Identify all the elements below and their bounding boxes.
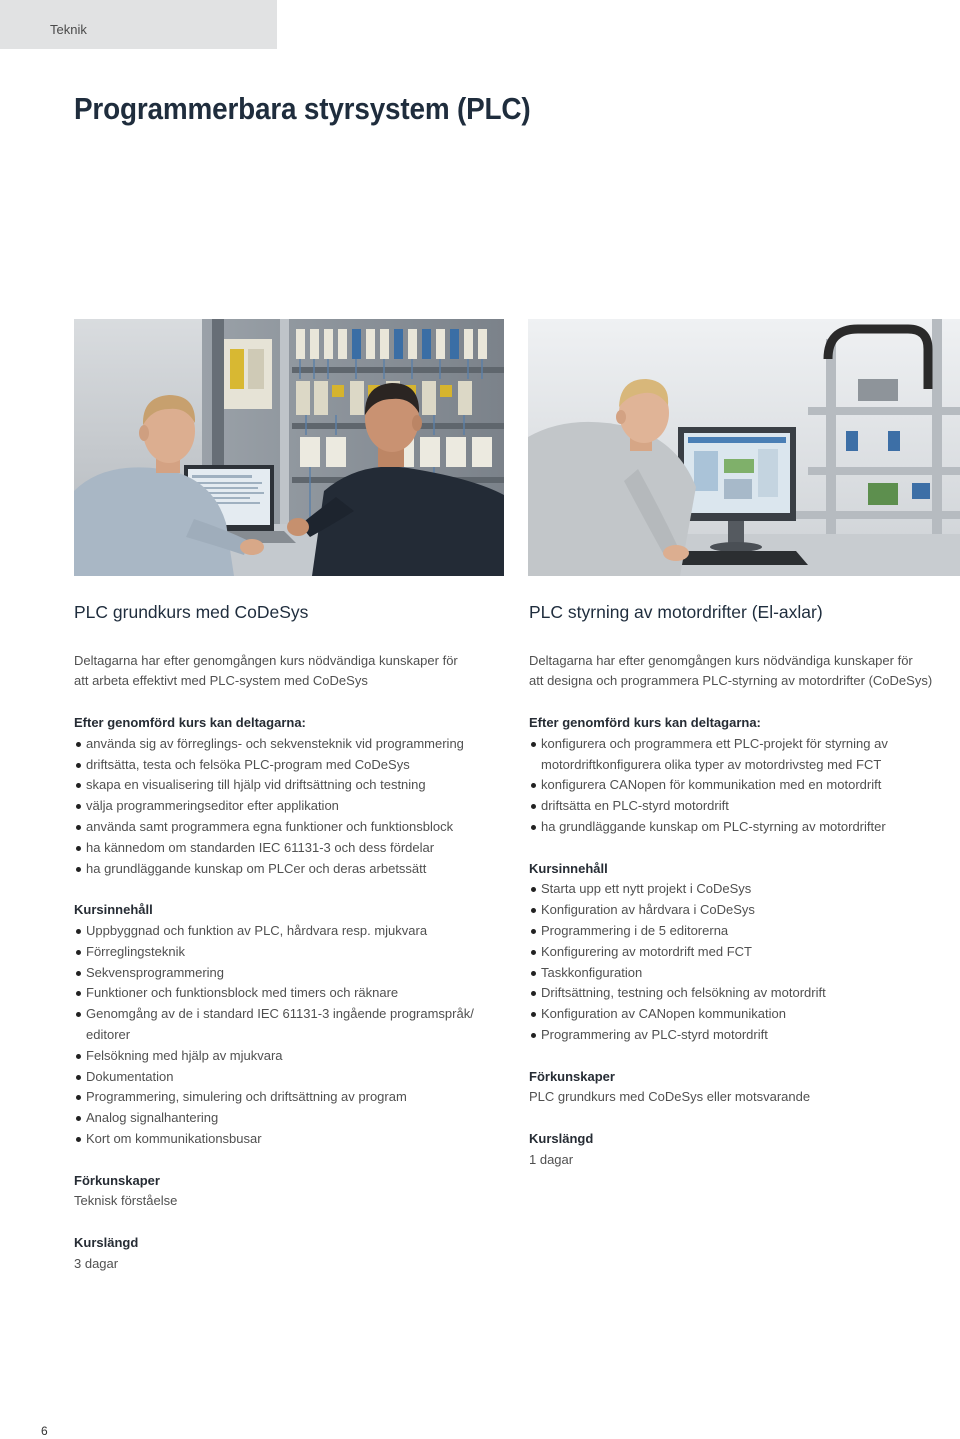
course-intro [529, 651, 956, 693]
section-tab-label: Teknik [50, 22, 87, 37]
outcome-item: skapa en visualisering till hjälp vid driftsättning och testning [74, 775, 504, 796]
photo-left [74, 319, 504, 576]
content-item: Programmering, simulering och driftsättning av program [74, 1087, 504, 1108]
content-item: Analog signalhantering [74, 1108, 504, 1129]
photo-left-image [74, 319, 504, 576]
content-item: Felsökning med hjälp av mjukvara [74, 1046, 504, 1067]
prerequisites-label: Förkunskaper [529, 1068, 615, 1084]
duration-text: 1 dagar [529, 1151, 574, 1167]
photo-right [528, 319, 960, 576]
outcomes-list [529, 734, 956, 838]
content-label: Kursinnehåll [529, 860, 608, 876]
duration-section [529, 1129, 956, 1171]
outcome-item: använda sig av förreglings- och sekvensteknik vid programmering [74, 734, 504, 755]
course-heading: PLC grundkurs med CoDeSys [74, 602, 309, 622]
content-item: Taskkonfiguration [529, 963, 956, 984]
course-column-left [74, 600, 504, 1295]
content-item: Dokumentation [74, 1067, 504, 1088]
outcomes-section [529, 713, 956, 838]
photo-right-image [528, 319, 960, 576]
content-label: Kursinnehåll [74, 902, 153, 918]
outcomes-label: Efter genomförd kurs kan deltagarna: [74, 714, 306, 730]
duration-section [74, 1233, 504, 1275]
content-item: Kort om kommunikationsbusar [74, 1129, 504, 1150]
outcome-item: driftsätta, testa och felsöka PLC-program med CoDeSys [74, 755, 504, 776]
outcomes-list [74, 734, 504, 880]
course-intro [74, 651, 504, 693]
content-section [529, 859, 956, 1046]
content-item: Konfiguration av CANopen kommunikation [529, 1004, 956, 1025]
outcomes-section [74, 713, 504, 879]
outcome-item: ha grundläggande kunskap om PLCer och deras arbetssätt [74, 859, 504, 880]
duration-text: 3 dagar [74, 1255, 119, 1271]
outcomes-label: Efter genomförd kurs kan deltagarna: [529, 714, 761, 730]
content-item: Driftsättning, testning och felsökning av motordrift [529, 983, 956, 1004]
content-item: Programmering i de 5 editorerna [529, 921, 956, 942]
page-title: Programmerbara styrsystem (PLC) [74, 91, 531, 126]
content-item: Konfigurering av motordrift med FCT [529, 942, 956, 963]
intro-line: Deltagarna har efter genomgången kurs nödvändiga kunskaper för [74, 652, 458, 668]
content-item: Starta upp ett nytt projekt i CoDeSys [529, 879, 956, 900]
outcome-item: ha kännedom om standarden IEC 61131-3 och dess fördelar [74, 838, 504, 859]
outcome-item: välja programmeringseditor efter applikation [74, 796, 504, 817]
course-column-right [529, 600, 956, 1191]
content-item: Uppbyggnad och funktion av PLC, hårdvara resp. mjukvara [74, 921, 504, 942]
outcome-item: konfigurera CANopen för kommunikation med en motordrift [529, 775, 956, 796]
page-number: 6 [41, 1424, 48, 1438]
intro-line: Deltagarna har efter genomgången kurs nödvändiga kunskaper för [529, 652, 913, 668]
prerequisites-text: PLC grundkurs med CoDeSys eller motsvarande [529, 1089, 811, 1105]
duration-label: Kurslängd [529, 1130, 594, 1146]
section-tab [0, 0, 277, 49]
duration-label: Kurslängd [74, 1234, 139, 1250]
outcome-item: konfigurera och programmera ett PLC-projekt för styrning av motordriftkonfigurera olika typer av motordrivsteg med FCT [529, 734, 956, 776]
prerequisites-section [74, 1171, 504, 1213]
content-section [74, 900, 504, 1150]
content-item: Genomgång av de i standard IEC 61131-3 ingående programspråk/ editorer [74, 1004, 504, 1046]
content-item: Förreglingsteknik [74, 942, 504, 963]
outcome-item: driftsätta en PLC-styrd motordrift [529, 796, 956, 817]
intro-line: att designa och programmera PLC-styrning av motordrifter (CoDeSys) [529, 673, 933, 689]
content-item: Konfiguration av hårdvara i CoDeSys [529, 900, 956, 921]
content-list [74, 921, 504, 1150]
content-item: Funktioner och funktionsblock med timers och räknare [74, 983, 504, 1004]
course-heading: PLC styrning av motordrifter (El-axlar) [529, 602, 823, 622]
outcome-item: använda samt programmera egna funktioner och funktionsblock [74, 817, 504, 838]
content-list [529, 879, 956, 1045]
content-item: Programmering av PLC-styrd motordrift [529, 1025, 956, 1046]
outcome-item: ha grundläggande kunskap om PLC-styrning av motordrifter [529, 817, 956, 838]
content-item: Sekvensprogrammering [74, 963, 504, 984]
prerequisites-label: Förkunskaper [74, 1172, 160, 1188]
prerequisites-text: Teknisk förståelse [74, 1193, 178, 1209]
prerequisites-section [529, 1067, 956, 1109]
intro-line: att arbeta effektivt med PLC-system med CoDeSys [74, 673, 368, 689]
